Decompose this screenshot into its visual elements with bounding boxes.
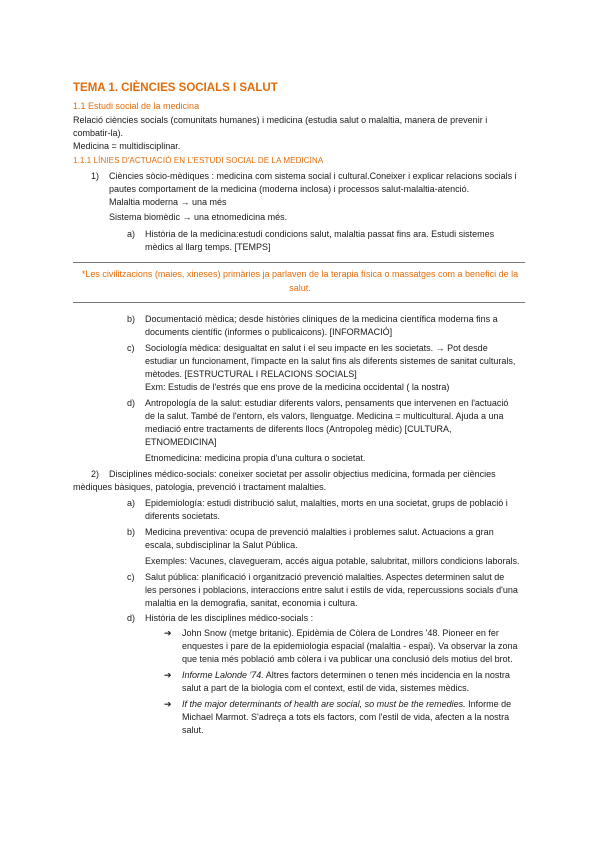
bullet-3-line: salut. <box>182 725 204 735</box>
bullet-1-line: John Snow (metge britanic). Epidèmia de Còlera de Londres '48. Pioneer en fer <box>182 628 499 638</box>
page-title: TEMA 1. CIÈNCIES SOCIALS I SALUT <box>73 82 278 94</box>
item-1c-line: estudiar un funcionament, l'impacte en la salut fins als diferents sistemes de sanitat culturals, <box>145 356 516 366</box>
item-1a-line: mèdics al llarg temps. [TEMPS] <box>145 242 271 252</box>
section-heading: 1.1 Estudi social de la medicina <box>73 101 200 111</box>
item-1d-line: de la salut. També de l'entorn, els valors, llenguatge. Medicina = multicultural. Ajuda a una <box>145 411 504 421</box>
item-1-line: Sistema biomèdic → una etnomedicina més. <box>109 212 288 222</box>
item-1b-line: documents científic (informes o publicaicons). [INFORMACIÓ] <box>145 327 393 337</box>
intro-line-2: combatir-la). <box>73 128 124 138</box>
bullet-1-line: enquestes i pare de la epidemiologia espacial (malaltia - espai). Va observar la zona <box>182 641 518 651</box>
item-2c-line: les persones i poblacions, interaccions entre salut i estils de vida, repercussions socials d'una <box>145 585 518 595</box>
item-2a-line: Epidemiología: estudi distribució salut, malalties, morts en una societat, grups de població i <box>145 498 508 508</box>
item-2c-label: c) <box>127 572 135 582</box>
item-2-number: 2) <box>91 469 100 479</box>
item-1a-label: a) <box>127 229 136 239</box>
divider-bottom <box>73 302 525 303</box>
arrow-bullet-icon: ➔ <box>164 628 172 638</box>
item-1a-line: Història de la medicina:estudi condicions salut, malaltia passat fins ara. Estudi sistemes <box>145 229 495 239</box>
item-1-line: pautes comportament de la medicina (moderna inclosa) i processos salut-malaltia-atenció. <box>109 184 470 194</box>
item-2d-line: Història de les disciplines médico-socials : <box>145 613 314 623</box>
item-1c-line: mètodes. [ESTRUCTURAL I RELACIONS SOCIALS] <box>145 369 357 379</box>
highlight-note: *Les civilitzacions (maies, xineses) primàries ja parlaven de la terapia física o massatges com a benefici de la salut. <box>81 269 519 293</box>
item-1c-label: c) <box>127 343 135 353</box>
item-1b-line: Documentació mèdica; desde històries cliniques de la medicina científica moderna fins a <box>145 314 498 324</box>
bullet-3-line: If the major determinants of health are social, so must be the remedies. Informe de <box>182 699 512 709</box>
bullet-2-line: Informe Lalonde '74. Altres factors determinen o tenen més incidencia en la nostra <box>182 670 510 680</box>
item-1c-line: Sociología mèdica: desigualtat en salut i el seu impacte en les societats. → Pot desde <box>145 343 488 353</box>
item-1d-line: mediació entre tractaments de diferents llocs (Antropoleg mèdic) [CULTURA, <box>145 424 452 434</box>
divider-top <box>73 262 525 263</box>
item-2a-line: diferents societats. <box>145 511 221 521</box>
item-1-number: 1) <box>91 171 100 181</box>
item-2c-line: malaltia en la demografia, sanitat, economia i cultura. <box>145 598 358 608</box>
item-2-line: Disciplines médico-socials: coneixer societat per assolir objectius medicina, formada per ciències <box>109 469 496 479</box>
item-1d-line: Etnomedicina: medicina propia d'una cultura o societat. <box>145 453 366 463</box>
item-2c-line: Salut pública: planificació i organització prevenció malalties. Aspectes determinen salut de <box>145 572 505 582</box>
item-1d-line: ETNOMEDICINA] <box>145 437 217 447</box>
bullet-1-line: que tenia més població amb còlera i va publicar una conclusió dels motius del brot. <box>182 654 513 664</box>
item-2b-line: escala, subdisciplinar la Salut Pública. <box>145 540 298 550</box>
bullet-2-line: salut a part de la biologia com el context, estil de vida, sistemes mèdics. <box>182 683 470 693</box>
intro-line-3: Medicina = multidisciplinar. <box>73 141 181 151</box>
arrow-bullet-icon: ➔ <box>164 670 172 680</box>
item-2-line: mèdiques bàsiques, patologia, prevenció i tractament malalties. <box>73 482 327 492</box>
item-2b-line: Medicina preventiva: ocupa de prevenció malalties i problemes salut. Actuacions a gran <box>145 527 494 537</box>
item-1-line: Malaltia moderna → una més <box>109 197 227 207</box>
item-2b-line: Exemples: Vacunes, clavegueram, accés aigua potable, salubritat, millors condicions laborals. <box>145 556 520 566</box>
intro-line-1: Relació ciències socials (comunitats humanes) i medicina (estudia salut o malaltia, manera de prevenir i <box>73 115 488 125</box>
arrow-bullet-icon: ➔ <box>164 699 172 709</box>
item-1c-line: Exm: Estudis de l'estrés que ens prove de la medicina occidental ( la nostra) <box>145 382 450 392</box>
item-2d-label: d) <box>127 613 136 623</box>
item-1b-label: b) <box>127 314 136 324</box>
item-2a-label: a) <box>127 498 136 508</box>
item-2b-label: b) <box>127 527 136 537</box>
item-1d-line: Antropología de la salut: estudiar diferents valors, pensaments que intervenen en l'actuació <box>145 398 509 408</box>
item-1-line: Ciències sòcio-mèdiques : medicina com sistema social i cultural.Coneixer i explicar relacions socials i <box>109 171 517 181</box>
item-1d-label: d) <box>127 398 136 408</box>
bullet-3-line: Michael Marmot. S'adreça a tots els factors, com l'estil de vida, afecten a la nostra <box>182 712 510 722</box>
subsection-heading: 1.1.1 LÍNIES D'ACTUACIÓ EN L'ESTUDI SOCIAL DE LA MEDICINA <box>73 156 324 165</box>
